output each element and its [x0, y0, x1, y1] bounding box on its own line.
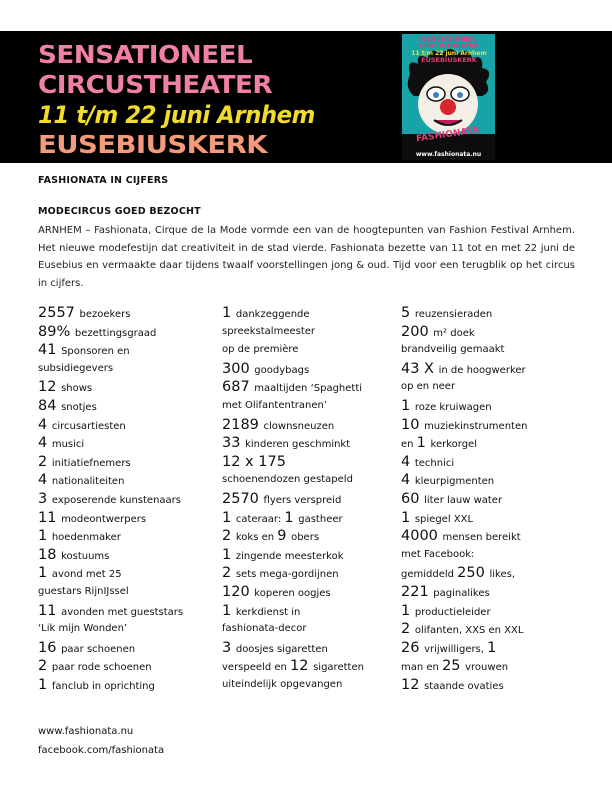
stat-line [401, 619, 581, 638]
stat-line [222, 433, 402, 452]
article-subheading: MODECIRCUS GOED BEZOCHT [38, 206, 201, 217]
stat-number: 1 [416, 435, 431, 452]
stat-line [38, 433, 218, 452]
stat-label: m² doek [433, 327, 475, 339]
stat-label: obers [291, 532, 320, 544]
stat-number: 1 [222, 602, 236, 619]
stat-number: 41 [38, 342, 62, 359]
stat-line [38, 508, 218, 527]
stat-number: 11 [38, 602, 62, 619]
banner-line-3: 11 t/m 22 juni Arnhem [38, 101, 315, 129]
stat-line [222, 675, 402, 694]
stat-label: modeontwerpers [61, 513, 147, 525]
stat-line [38, 452, 218, 471]
stat-label: en [401, 439, 417, 451]
stat-label: bezettingsgraad [74, 327, 157, 339]
stat-label: schoenendozen gestapeld [222, 474, 353, 486]
stat-number: 9 [277, 528, 292, 545]
stat-label: productieleider [414, 606, 491, 618]
stat-number: 60 [401, 490, 425, 507]
stat-line [222, 638, 402, 657]
stat-line [38, 638, 218, 657]
stat-line [222, 452, 402, 471]
stat-number: 4 [38, 472, 52, 489]
stat-label: guestars RijnIJssel [38, 585, 129, 597]
stat-line [222, 322, 402, 341]
website-link[interactable]: www.fashionata.nu [38, 726, 134, 737]
poster-title-line-2: CIRCUSTHEATER [419, 42, 479, 50]
stat-label: met Olifantentranen’ [222, 399, 327, 411]
stat-label: spreekstalmeester [222, 325, 316, 337]
stat-label: op de première [222, 344, 299, 356]
poster-brand: FASHIONATA [415, 125, 480, 145]
stat-label: hoedenmaker [51, 532, 121, 544]
stat-label: muziekinstrumenten [424, 420, 528, 432]
stat-label: vrouwen [465, 662, 509, 674]
stat-number: 120 [222, 583, 255, 600]
header-banner [0, 31, 612, 163]
stat-line [401, 377, 581, 396]
stat-label: kerkorgel [430, 439, 477, 451]
stat-label: kostuums [61, 550, 110, 562]
article-intro: ARNHEM – Fashionata, Cirque de la Mode vormde een van de hoogtepunten van Fashion Festival Arnhem. Het nieuwe modefestijn dat creativiteit in de stad vierde. Fashionata bezette van 11 tot en met 22 juni de Eusebius en vermaakte daar tijdens twaalf voorstellingen jong & oud. Tijd voor een terugblik op het circus in cijfers. [38, 225, 575, 289]
stat-label: uiteindelijk opgevangen [222, 678, 343, 690]
stat-number: 89% [38, 323, 75, 340]
poster-title-line-1: SENSATIONEEL [421, 35, 477, 43]
stat-line [401, 601, 581, 620]
stat-line [38, 359, 218, 378]
stat-line [222, 656, 402, 675]
stat-line [222, 601, 402, 620]
stat-label: liter lauw water [424, 494, 503, 506]
stat-label: dankzeggende [235, 309, 310, 320]
stat-line [401, 526, 581, 545]
stat-label: verspeeld en [222, 662, 291, 674]
stat-number: 1 [487, 639, 497, 656]
stat-number: 12 [401, 676, 425, 693]
poster-title-line-3: 11 t/m 22 juni Arnhem [411, 50, 487, 57]
stat-label: kinderen geschminkt [245, 439, 351, 451]
stat-label: musici [51, 439, 85, 451]
stat-line [38, 601, 218, 620]
stat-line [222, 545, 402, 564]
stat-label: doosjes sigaretten [235, 643, 328, 655]
banner-line-4: EUSEBIUSKERK [38, 130, 268, 159]
stat-number: 1 [38, 676, 52, 693]
stat-label: koperen oogjes [254, 587, 331, 599]
stat-line [38, 470, 218, 489]
stat-number: 2 [401, 621, 415, 638]
stat-line [401, 582, 581, 601]
stat-number: 2 [38, 658, 52, 675]
stat-line [222, 563, 402, 582]
stat-line [38, 415, 218, 434]
stat-number: 26 [401, 639, 425, 656]
stat-line [401, 563, 581, 582]
stat-label: in de hoogwerker [438, 364, 526, 376]
stat-label: paginalikes [433, 587, 490, 599]
stat-number: 4000 [401, 528, 443, 545]
stat-label: kleurpigmenten [414, 476, 495, 488]
stat-label: brandveilig gemaakt [401, 344, 505, 356]
stat-number: 12 x 175 [222, 453, 286, 470]
stat-number: 3 [38, 490, 52, 507]
stat-label: sigaretten [313, 662, 364, 674]
stat-label: koks en [235, 532, 278, 544]
stat-label: paar rode schoenen [51, 662, 152, 674]
stat-number: 25 [442, 658, 466, 675]
stat-label: spiegel XXL [414, 513, 474, 525]
stat-line [222, 377, 402, 396]
stat-number: 2 [222, 528, 236, 545]
stat-number: 16 [38, 639, 62, 656]
stat-label: circusartiesten [51, 420, 126, 432]
stat-line [401, 508, 581, 527]
stat-line [401, 433, 581, 452]
stat-label: mensen bereikt [442, 532, 521, 544]
stat-line [401, 656, 581, 675]
poster-title [406, 36, 492, 64]
stat-label: fanclub in oprichting [51, 680, 155, 692]
stat-line [38, 563, 218, 582]
stat-label: op en neer [401, 381, 456, 393]
stat-line [222, 303, 402, 322]
stat-line [401, 359, 581, 378]
stat-label: kerkdienst in [235, 606, 301, 618]
stat-label: gemiddeld [401, 569, 458, 581]
stat-label: gastheer [298, 513, 343, 525]
stat-label: technici [414, 457, 455, 469]
stat-number: 300 [222, 360, 255, 377]
stat-line [401, 489, 581, 508]
stat-number: 4 [38, 435, 52, 452]
stat-number: 200 [401, 323, 434, 340]
stat-label: maaltijden ‘Spaghetti [254, 383, 363, 395]
stat-line [401, 452, 581, 471]
stat-line [38, 489, 218, 508]
stat-line [222, 396, 402, 415]
stat-number: 12 [290, 658, 314, 675]
stat-label: bezoekers [79, 309, 131, 320]
stat-number: 5 [401, 305, 415, 321]
stat-label: vrijwilligers, [424, 643, 488, 655]
stat-label: clownsneuzen [263, 420, 335, 432]
stat-label: goodybags [254, 364, 310, 376]
stat-label: man en [401, 662, 443, 674]
stat-number: 1 [401, 397, 415, 414]
stat-label: snotjes [61, 401, 97, 413]
stat-number: 18 [38, 546, 62, 563]
stat-label: Sponsoren en [61, 346, 130, 358]
poster-url: www.fashionata.nu [415, 151, 482, 158]
stat-number: 2189 [222, 416, 264, 433]
stat-number: 687 [222, 379, 255, 396]
stats-column-3 [401, 303, 581, 693]
stat-line [222, 470, 402, 489]
banner-line-2: CIRCUSTHEATER [38, 70, 273, 99]
stat-label: olifanten, XXS en XXL [414, 625, 524, 637]
stat-label: staande ovaties [424, 680, 504, 692]
stat-line [401, 545, 581, 564]
stat-line [222, 526, 402, 545]
stat-line [401, 675, 581, 694]
stat-label: fashionata-decor [222, 623, 307, 635]
stat-line [401, 340, 581, 359]
stat-line [222, 489, 402, 508]
stats-column-1 [38, 303, 218, 693]
stat-number: 2570 [222, 490, 264, 507]
stat-line [38, 322, 218, 341]
stat-number: 250 [457, 565, 490, 582]
stat-label: shows [61, 383, 93, 395]
stat-line [401, 322, 581, 341]
stat-number: 10 [401, 416, 425, 433]
stat-number: 4 [38, 416, 52, 433]
stat-number: 2 [222, 565, 236, 582]
banner-title [38, 40, 398, 160]
stat-line [222, 359, 402, 378]
stat-label: sets mega-gordijnen [235, 569, 339, 581]
stat-line [401, 470, 581, 489]
stat-number: 1 [401, 509, 415, 526]
stat-label: likes, [489, 569, 516, 581]
facebook-link[interactable]: facebook.com/fashionata [38, 745, 165, 756]
stat-line [401, 638, 581, 657]
stat-label: cateraar: [235, 513, 285, 525]
stat-label: reuzensieraden [414, 309, 493, 320]
stat-number: 1 [222, 546, 236, 563]
stat-label: flyers verspreid [263, 494, 342, 506]
stat-line [401, 415, 581, 434]
stat-line [38, 545, 218, 564]
stat-label: avond met 25 [51, 569, 122, 581]
stat-label: nationaliteiten [51, 476, 125, 488]
poster-image [402, 34, 495, 160]
stat-line [222, 340, 402, 359]
article-heading: FASHIONATA IN CIJFERS [38, 175, 169, 186]
stat-number: 1 [38, 528, 52, 545]
footer-links [38, 722, 164, 760]
stat-line [401, 303, 581, 322]
stat-label: roze kruiwagen [414, 401, 492, 413]
stat-number: 1 [38, 565, 52, 582]
stat-number: 2557 [38, 305, 80, 321]
stat-label: ‘Lik mijn Wonden’ [38, 623, 128, 635]
stat-number: 1 [222, 509, 236, 526]
stat-label: initiatiefnemers [51, 457, 131, 469]
banner-line-1: SENSATIONEEL [38, 40, 253, 69]
stat-number: 12 [38, 379, 62, 396]
stat-line [38, 582, 218, 601]
stat-number: 4 [401, 472, 415, 489]
stat-line [38, 377, 218, 396]
stat-line [38, 303, 218, 322]
stat-number: 11 [38, 509, 62, 526]
stat-number: 1 [284, 509, 299, 526]
stat-number: 4 [401, 453, 415, 470]
poster-title-line-4: EUSEBIUSKERK [421, 56, 477, 64]
stat-line [38, 619, 218, 638]
stat-line [401, 396, 581, 415]
stat-line [38, 340, 218, 359]
stat-line [222, 619, 402, 638]
stat-number: 84 [38, 397, 62, 414]
stat-line [38, 396, 218, 415]
stat-number: 3 [222, 639, 236, 656]
stat-number: 1 [401, 602, 415, 619]
stat-number: 1 [222, 305, 236, 321]
stat-line [222, 508, 402, 527]
stat-label: exposerende kunstenaars [51, 494, 181, 506]
stat-label: zingende meesterkok [235, 550, 344, 562]
stat-label: subsidiegevers [38, 362, 114, 374]
stat-line [222, 415, 402, 434]
stat-number: 221 [401, 583, 434, 600]
stat-number: 43 X [401, 360, 439, 377]
stat-label: paar schoenen [61, 643, 136, 655]
stat-number: 33 [222, 435, 246, 452]
stat-line [38, 656, 218, 675]
stat-label: avonden met gueststars [61, 606, 184, 618]
stat-line [38, 526, 218, 545]
stats-column-2 [222, 303, 402, 693]
stat-line [38, 675, 218, 694]
stat-number: 2 [38, 453, 52, 470]
stat-line [222, 582, 402, 601]
stat-label: met Facebook: [401, 548, 475, 560]
